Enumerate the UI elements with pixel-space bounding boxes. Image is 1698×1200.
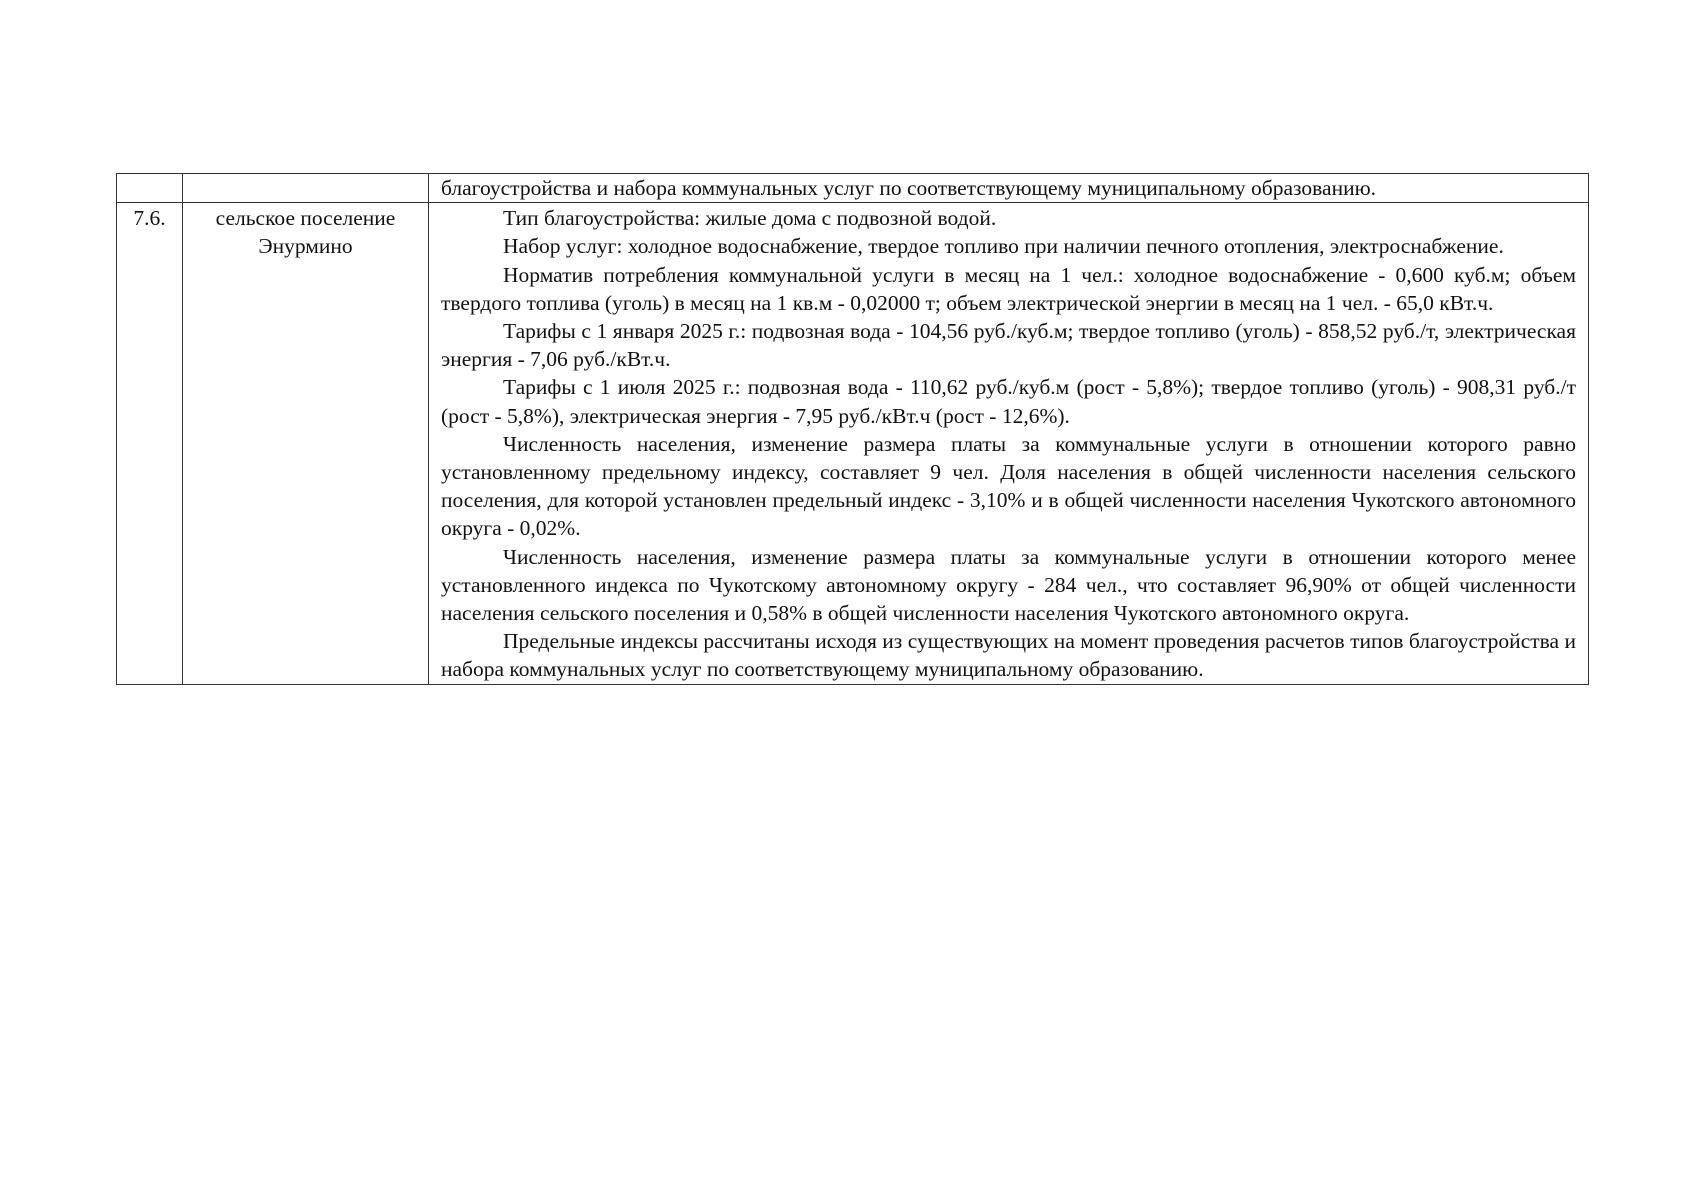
row-number-cell bbox=[117, 174, 183, 203]
continuation-paragraph: благоустройства и набора коммунальных услуг по соответствующему муниципальному образованию. bbox=[441, 176, 1377, 200]
index-basis-paragraph: Предельные индексы рассчитаны исходя из существующих на момент проведения расчетов типов благоустройства и набора коммунальных услуг по соответствующему муниципальному образованию. bbox=[441, 629, 1576, 682]
settlement-type: сельское поселение bbox=[215, 206, 396, 231]
settlement-name-cell bbox=[183, 203, 429, 684]
settlement-name-cell bbox=[183, 174, 429, 203]
data-table bbox=[116, 173, 1589, 685]
consumption-norm-paragraph: Норматив потребления коммунальной услуги в месяц на 1 чел.: холодное водоснабжение - 0,600 куб.м; объем твердого топлива (уголь) в месяц на 1 кв.м - 0,02000 т; объем электрической энергии в месяц на 1 чел. - 65,0 кВт.ч. bbox=[441, 262, 1576, 315]
description-cell bbox=[429, 174, 1589, 203]
tariffs-july-paragraph: Тарифы с 1 июля 2025 г.: подвозная вода - 110,62 руб./куб.м (рост - 5,8%); твердое топливо (уголь) - 908,31 руб./т (рост - 5,8%), электрическая энергия - 7,95 руб./кВт.ч (рост - 12,6%). bbox=[441, 375, 1576, 428]
description-cell bbox=[429, 203, 1589, 684]
services-set-paragraph: Набор услуг: холодное водоснабжение, твердое топливо при наличии печного отопления, электроснабжение. bbox=[503, 234, 1504, 259]
population-equal-index-paragraph: Численность населения, изменение размера платы за коммунальные услуги в отношении которого равно установленному предельному индексу, составляет 9 чел. Доля населения в общей численности населения сельского поселения, для которой установлен предельный индекс - 3,10% и в общей численности населения Чукотского автономного округа - 0,02%. bbox=[441, 431, 1576, 541]
row-number-cell: 7.6. bbox=[117, 203, 183, 684]
improvement-type-paragraph: Тип благоустройства: жилые дома с подвозной водой. bbox=[503, 206, 997, 231]
table-row-continuation bbox=[117, 174, 1589, 203]
tariffs-january-paragraph: Тарифы с 1 января 2025 г.: подвозная вода - 104,56 руб./куб.м; твердое топливо (уголь) - 858,52 руб./т, электрическая энергия - 7,06 руб./кВт.ч. bbox=[441, 319, 1576, 372]
population-below-index-paragraph: Численность населения, изменение размера платы за коммунальные услуги в отношении которого менее установленного индекса по Чукотскому автономному округу - 284 чел., что составляет 96,90% от общей численности населения сельского поселения и 0,58% в общей численности населения Чукотского автономного округа. bbox=[441, 544, 1576, 626]
table-row-7-6 bbox=[117, 203, 1589, 684]
settlement-name: Энурмино bbox=[258, 234, 353, 259]
